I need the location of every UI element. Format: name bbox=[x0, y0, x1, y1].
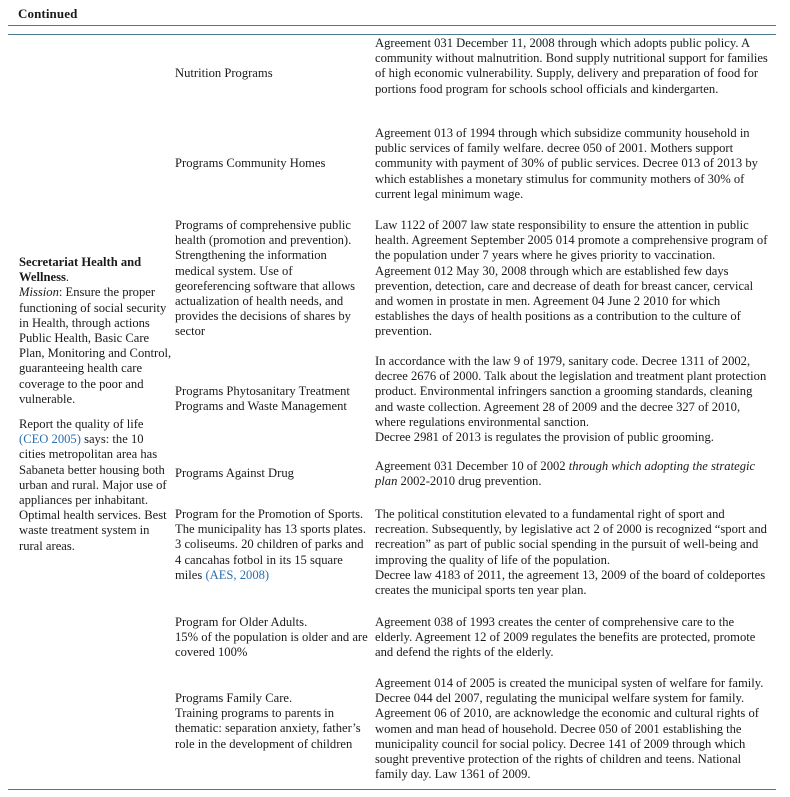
program-name: Program for the Promotion of Sports. The municipality has 13 sports plates. 3 coliseums. 20 children of parks and 4 cancahas fotbol in its 15 square miles (AES, 2008) bbox=[175, 507, 366, 582]
program-name: Programs Community Homes bbox=[175, 156, 326, 170]
program-name: Programs Against Drug bbox=[175, 466, 294, 480]
secretariat-cell bbox=[19, 255, 173, 554]
program-name: Nutrition Programs bbox=[175, 66, 273, 80]
secretariat-description: Secretariat Health and Wellness. Mission: Ensure the proper functioning of social security in Health, through actions Public Health, Basic Care Plan, Monitoring and Control, guaranteeing health care coverage to the poor and vulnerable. bbox=[19, 255, 172, 406]
quality-of-life-report: Report the quality of life (CEO 2005) says: the 10 cities metropolitan area has Sabaneta better housing both urban and rural. Major use of appliances per inhabitant. Optimal health services. Best waste treatment system in rural areas. bbox=[19, 417, 167, 553]
table-continued-heading: Continued bbox=[18, 6, 78, 21]
citation-link-ceo-2005[interactable]: (CEO 2005) bbox=[19, 432, 81, 447]
legal-description: The political constitution elevated to a fundamental right of sport and recreation. Subsequently, by legislative act 2 of 2000 is recognized “sport and recreation” as part of public social spending in the pursuit of well-being and improving the quality of life of the population. Decree law 4183 of 2011, the agreement 13, 2009 of the board of coldeportes creates the municipal sports ten year plan. bbox=[375, 507, 767, 598]
mission-text: : Ensure the proper functioning of social security in Health, through actions Public Health, Basic Care Plan, Monitoring and Control, guaranteeing health care coverage to the poor and vulnerable. bbox=[19, 285, 172, 406]
legal-description: In accordance with the law 9 of 1979, sanitary code. Decree 1311 of 2002, decree 2676 of 2000. Talk about the legislation and treatment plant protection product. Environmental infringers sanction a grooming standards, cleaning and waste collection. Agreement 28 of 2009 and the decree 327 of 2010, where regulations environmental sanction. Decree 2981 of 2013 is regulates the provision of public grooming. bbox=[375, 354, 767, 445]
program-name: Programs Family Care. Training programs to parents in thematic: separation anxiety, father’s role in the development of children bbox=[175, 691, 361, 751]
top-rule bbox=[8, 25, 776, 26]
program-name: Programs Phytosanitary Treatment Programs and Waste Management bbox=[175, 384, 350, 414]
citation-link-aes-2008[interactable]: (AES, 2008) bbox=[205, 567, 270, 582]
bottom-rule bbox=[8, 789, 776, 790]
header-rule bbox=[8, 34, 776, 35]
secretariat-title: Secretariat Health and Wellness bbox=[19, 255, 142, 285]
program-name: Program for Older Adults. 15% of the population is older and are covered 100% bbox=[175, 615, 368, 660]
legal-description: Agreement 031 December 10 of 2002 through which adopting the strategic plan 2002-2010 drug prevention. bbox=[375, 459, 756, 489]
legal-description: Agreement 038 of 1993 creates the center of comprehensive care to the elderly. Agreement 12 of 2009 regulates the benefits are protected, promote and defend the rights of the elderly. bbox=[375, 615, 756, 660]
legal-description: Law 1122 of 2007 law state responsibility to ensure the attention in public health. Agreement September 2005 014 promote a comprehensive program of the population under 7 years where he gives priority to vaccination. Agreement 012 May 30, 2008 through which are established few days prevention, detection, care and decrease of death for breast cancer, cervical and women in prostate in men. Agreement 04 June 2 2010 for which establishes the days of health positions as a contribution to the culture of prevention. bbox=[375, 218, 768, 339]
legal-description: Agreement 031 December 11, 2008 through which adopts public policy. A community without malnutrition. Bond supply nutritional support for families of high economic vulnerability. Supply, delivery and preparation of food for portions food program for schools school officials and kindergarten. bbox=[375, 36, 768, 96]
program-name: Programs of comprehensive public health (promotion and prevention). Strengthening the information medical system. Use of georeferencing software that allows actualization of health needs, and provides the decisions of shares by sector bbox=[175, 218, 356, 339]
mission-label: Mission bbox=[19, 285, 59, 300]
legal-description: Agreement 014 of 2005 is created the municipal systen of welfare for family. Decree 044 del 2007, regulating the municipal welfare system for family. Agreement 06 of 2010, are acknowledge the economic and cultural rights of women and man head of household. Decree 050 of 2001 establishing the municipality council for social policy. Decree 141 of 2009 through which sought preventive protection of the rights of children and teens. National family day. Law 1361 of 2009. bbox=[375, 676, 764, 782]
legal-description: Agreement 013 of 1994 through which subsidize community household in public services of family welfare. decree 050 of 2001. Mothers support community with payment of 30% of public services. Decree 013 of 2013 by which establishes a monetary stimulus for community mothers of 30% of current legal minimum wage. bbox=[375, 126, 758, 201]
